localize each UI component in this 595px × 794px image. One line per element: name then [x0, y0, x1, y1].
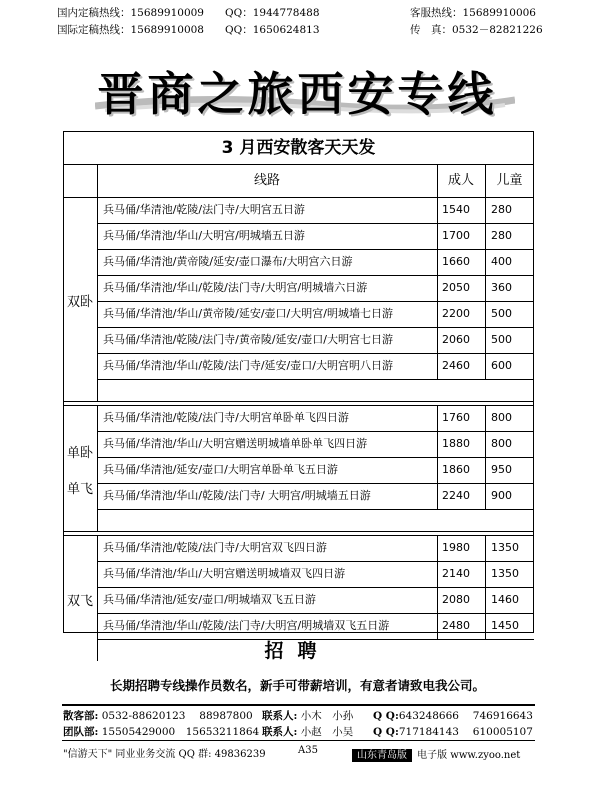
qq-1-label: QQ： [225, 7, 253, 19]
page-number: A35 [298, 745, 318, 756]
route-cell: 兵马俑/华清池/华山/乾陵/法门寺/延安/壶口/大明宫明八日游 [103, 359, 393, 372]
child-price-cell: 400 [491, 255, 512, 268]
route-cell: 兵马俑/华清池/延安/壶口/明城墙双飞五日游 [103, 593, 316, 606]
recruit-title: 招聘 [264, 640, 331, 662]
adult-col-rule [437, 405, 438, 509]
adult-price-cell: 2080 [442, 593, 470, 606]
child-price-cell: 1460 [491, 593, 519, 606]
row-rule [97, 379, 534, 380]
route-cell: 兵马俑/华清池/华山/黄帝陵/延安/壶口/大明宫/明城墙七日游 [103, 307, 393, 320]
adult-price-cell: 1540 [442, 203, 470, 216]
fax-number: 0532－82821226 [452, 24, 543, 36]
child-price-cell: 500 [491, 333, 512, 346]
group-col-rule [97, 197, 98, 401]
child-price-cell: 500 [491, 307, 512, 320]
intl-hotline-phone: 15689910008 [130, 24, 204, 36]
adult-price-cell: 2200 [442, 307, 470, 320]
route-cell: 兵马俑/华清池/华山/大明宫赠送明城墙单卧单飞四日游 [103, 437, 368, 450]
col-rule-route [97, 165, 98, 197]
adult-price-cell: 2240 [442, 489, 470, 502]
row-rule [97, 509, 534, 510]
child-price-cell: 800 [491, 437, 512, 450]
qq-2-number: 1650624813 [252, 24, 320, 36]
team-label: 团队部: [63, 726, 99, 738]
intl-hotline [57, 22, 204, 37]
retail-contact [262, 708, 353, 723]
child-col-rule [485, 535, 486, 639]
header-route: 线路 [253, 173, 280, 188]
retail-qq [373, 708, 533, 723]
child-col-rule [485, 405, 486, 509]
page-title: 晋商之旅西安专线 [97, 67, 498, 121]
retail-contact-label: 联系人: [262, 710, 298, 722]
domestic-hotline-label: 国内定稿热线： [57, 7, 131, 19]
child-price-cell: 280 [491, 229, 512, 242]
child-price-cell: 1350 [491, 541, 519, 554]
col-rule-child [485, 165, 486, 197]
retail-phones: 0532-88620123 88987800 [101, 710, 253, 722]
adult-price-cell: 2140 [442, 567, 470, 580]
retail-qq-label: Q Q: [373, 710, 399, 722]
header-adult: 成人 [447, 173, 474, 188]
retail-contacts: 小木 小孙 [300, 710, 354, 722]
team-contacts: 小赵 小吴 [300, 726, 354, 738]
domestic-hotline [57, 5, 204, 20]
qq-1 [225, 5, 320, 20]
route-cell: 兵马俑/华清池/华山/大明宫/明城墙五日游 [103, 229, 305, 242]
team-qq-numbers: 717184143 610005107 [398, 726, 533, 738]
adult-price-cell: 1980 [442, 541, 470, 554]
adult-price-cell: 2060 [442, 333, 470, 346]
route-cell: 兵马俑/华清池/华山/大明宫赠送明城墙双飞四日游 [103, 567, 346, 580]
fax-label: 传 真： [410, 24, 452, 36]
group-label: 单飞 [66, 482, 93, 497]
adult-price-cell: 1660 [442, 255, 470, 268]
child-price-cell: 1350 [491, 567, 519, 580]
child-price-cell: 800 [491, 411, 512, 424]
team-phones: 15505429000 15653211864 [101, 726, 260, 738]
qq-2 [225, 22, 320, 37]
table-title: 3 月西安散客天天发 [63, 131, 534, 165]
edition-info [352, 743, 520, 762]
adult-col-rule [437, 197, 438, 379]
child-price-cell: 1450 [491, 619, 519, 632]
service-hotline-phone: 15689910006 [462, 7, 536, 19]
team-contact [262, 724, 353, 739]
header-child: 儿童 [496, 173, 523, 188]
child-price-cell: 600 [491, 359, 512, 372]
adult-price-cell: 2480 [442, 619, 470, 632]
qq-1-number: 1944778488 [252, 7, 320, 19]
adult-price-cell: 1700 [442, 229, 470, 242]
fax [410, 22, 543, 37]
team-contact-label: 联系人: [262, 726, 298, 738]
retail-qq-numbers: 643248666 746916643 [398, 710, 533, 722]
retail-dept [63, 708, 253, 723]
intl-hotline-label: 国际定稿热线： [57, 24, 131, 36]
edition-badge: 山东青岛版 [352, 749, 412, 762]
route-cell: 兵马俑/华清池/华山/乾陵/法门寺/ 大明宫/明城墙五日游 [103, 489, 371, 502]
col-rule-adult [437, 165, 438, 197]
domestic-hotline-phone: 15689910009 [130, 7, 204, 19]
route-cell: 兵马俑/华清池/乾陵/法门寺/黄帝陵/延安/壶口/大明宫七日游 [103, 333, 393, 346]
group-label: 单卧 [66, 446, 93, 461]
route-cell: 兵马俑/华清池/延安/壶口/大明宫单卧单飞五日游 [103, 463, 338, 476]
adult-col-rule [437, 535, 438, 639]
group-rule-top [63, 401, 534, 402]
group-rule-top [63, 531, 534, 532]
group-col-rule [97, 405, 98, 531]
route-cell: 兵马俑/华清池/乾陵/法门寺/大明宫双飞四日游 [103, 541, 327, 554]
retail-label: 散客部: [63, 710, 99, 722]
team-qq-label: Q Q: [373, 726, 399, 738]
adult-price-cell: 1760 [442, 411, 470, 424]
adult-price-cell: 1860 [442, 463, 470, 476]
slogan: "信游天下" 同业业务交流 QQ 群: 49836239 [63, 749, 266, 760]
team-qq [373, 724, 533, 739]
qq-2-label: QQ： [225, 24, 253, 36]
route-cell: 兵马俑/华清池/乾陵/法门寺/大明宫单卧单飞四日游 [103, 411, 349, 424]
route-cell: 兵马俑/华清池/乾陵/法门寺/大明宫五日游 [103, 203, 305, 216]
footer-divider-bottom [62, 740, 535, 741]
child-price-cell: 280 [491, 203, 512, 216]
child-price-cell: 900 [491, 489, 512, 502]
edition-text: 电子版 www.zyoo.net [417, 750, 521, 761]
group-label: 双卧 [66, 295, 93, 310]
route-cell: 兵马俑/华清池/华山/乾陵/法门寺/大明宫/明城墙双飞五日游 [103, 619, 390, 632]
footer-divider-top [62, 704, 535, 706]
route-cell: 兵马俑/华清池/黄帝陵/延安/壶口瀑布/大明宫六日游 [103, 255, 353, 268]
group-label: 双飞 [66, 594, 93, 609]
adult-price-cell: 2050 [442, 281, 470, 294]
service-hotline-label: 客服热线： [410, 7, 463, 19]
child-col-rule [485, 197, 486, 379]
adult-price-cell: 2460 [442, 359, 470, 372]
team-dept [63, 724, 259, 739]
adult-price-cell: 1880 [442, 437, 470, 450]
child-price-cell: 950 [491, 463, 512, 476]
route-cell: 兵马俑/华清池/华山/乾陵/法门寺/大明宫/明城墙六日游 [103, 281, 368, 294]
child-price-cell: 360 [491, 281, 512, 294]
recruit-text: 长期招聘专线操作员数名，新手可带薪培训，有意者请致电我公司。 [109, 678, 485, 693]
service-hotline [410, 5, 536, 20]
